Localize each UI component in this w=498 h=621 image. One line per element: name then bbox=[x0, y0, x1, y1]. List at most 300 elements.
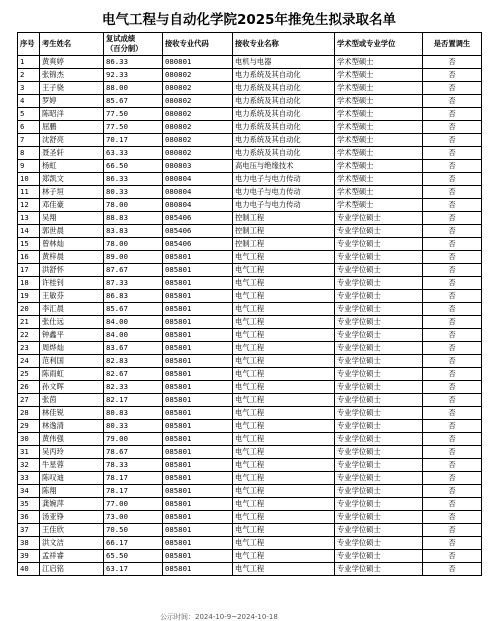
col-header-score bbox=[104, 33, 163, 56]
publicity-period: 公示时间：2024-10-9~2024-10-18 bbox=[160, 613, 278, 621]
cell-name: 钟鑫平 bbox=[40, 329, 104, 342]
cell-index: 26 bbox=[18, 381, 40, 394]
cell-score: 86.33 bbox=[104, 173, 163, 186]
cell-score: 80.33 bbox=[104, 186, 163, 199]
cell-major-name: 电气工程 bbox=[233, 420, 335, 433]
cell-retake: 否 bbox=[423, 134, 482, 147]
cell-degree-type: 学术型硕士 bbox=[335, 186, 423, 199]
cell-name: 张锦杰 bbox=[40, 69, 104, 82]
cell-major-name: 控制工程 bbox=[233, 212, 335, 225]
cell-major-name: 电气工程 bbox=[233, 485, 335, 498]
cell-name: 陈叹迪 bbox=[40, 472, 104, 485]
cell-name: 张茵 bbox=[40, 394, 104, 407]
cell-name: 黄伟强 bbox=[40, 433, 104, 446]
cell-degree-type: 专业学位硕士 bbox=[335, 511, 423, 524]
cell-major-code: 080804 bbox=[163, 186, 233, 199]
cell-index: 13 bbox=[18, 212, 40, 225]
cell-name: 吴丙玲 bbox=[40, 446, 104, 459]
cell-degree-type: 专业学位硕士 bbox=[335, 420, 423, 433]
cell-index: 11 bbox=[18, 186, 40, 199]
cell-index: 34 bbox=[18, 485, 40, 498]
cell-retake: 否 bbox=[423, 498, 482, 511]
table-row bbox=[18, 303, 482, 316]
cell-degree-type: 专业学位硕士 bbox=[335, 524, 423, 537]
cell-name: 林佳锐 bbox=[40, 407, 104, 420]
cell-major-name: 电气工程 bbox=[233, 381, 335, 394]
cell-retake: 否 bbox=[423, 316, 482, 329]
cell-degree-type: 学术型硕士 bbox=[335, 56, 423, 69]
cell-index: 37 bbox=[18, 524, 40, 537]
cell-index: 22 bbox=[18, 329, 40, 342]
cell-major-code: 085801 bbox=[163, 290, 233, 303]
cell-index: 17 bbox=[18, 264, 40, 277]
col-header-name: 考生姓名 bbox=[40, 33, 104, 56]
admission-table bbox=[17, 32, 482, 576]
cell-score: 85.67 bbox=[104, 95, 163, 108]
cell-score: 80.33 bbox=[104, 420, 163, 433]
cell-major-name: 电力系统及其自动化 bbox=[233, 95, 335, 108]
table-row bbox=[18, 329, 482, 342]
table-row bbox=[18, 277, 482, 290]
cell-major-name: 电气工程 bbox=[233, 355, 335, 368]
cell-score: 82.17 bbox=[104, 394, 163, 407]
cell-name: 杨虹 bbox=[40, 160, 104, 173]
cell-score: 70.50 bbox=[104, 524, 163, 537]
cell-major-code: 085801 bbox=[163, 342, 233, 355]
cell-index: 25 bbox=[18, 368, 40, 381]
table-row bbox=[18, 82, 482, 95]
cell-major-code: 080804 bbox=[163, 173, 233, 186]
cell-score: 66.17 bbox=[104, 537, 163, 550]
cell-name: 聂圣轩 bbox=[40, 147, 104, 160]
cell-name: 曾林灿 bbox=[40, 238, 104, 251]
cell-major-code: 080804 bbox=[163, 199, 233, 212]
cell-score: 70.17 bbox=[104, 134, 163, 147]
cell-score: 84.00 bbox=[104, 316, 163, 329]
cell-major-name: 电气工程 bbox=[233, 459, 335, 472]
cell-index: 30 bbox=[18, 433, 40, 446]
cell-major-name: 电气工程 bbox=[233, 290, 335, 303]
cell-degree-type: 专业学位硕士 bbox=[335, 394, 423, 407]
cell-major-code: 085801 bbox=[163, 537, 233, 550]
cell-major-code: 080802 bbox=[163, 95, 233, 108]
score-header-line1: 复试成绩 bbox=[106, 34, 136, 43]
cell-score: 87.33 bbox=[104, 277, 163, 290]
cell-retake: 否 bbox=[423, 381, 482, 394]
cell-score: 85.67 bbox=[104, 303, 163, 316]
cell-degree-type: 专业学位硕士 bbox=[335, 329, 423, 342]
table-row bbox=[18, 69, 482, 82]
cell-degree-type: 学术型硕士 bbox=[335, 82, 423, 95]
cell-major-code: 085801 bbox=[163, 303, 233, 316]
cell-retake: 否 bbox=[423, 433, 482, 446]
cell-index: 4 bbox=[18, 95, 40, 108]
cell-index: 15 bbox=[18, 238, 40, 251]
cell-retake: 否 bbox=[423, 368, 482, 381]
cell-major-code: 085801 bbox=[163, 511, 233, 524]
table-row bbox=[18, 147, 482, 160]
cell-major-name: 电气工程 bbox=[233, 342, 335, 355]
table-row bbox=[18, 407, 482, 420]
cell-degree-type: 专业学位硕士 bbox=[335, 212, 423, 225]
cell-major-name: 电气工程 bbox=[233, 277, 335, 290]
cell-index: 8 bbox=[18, 147, 40, 160]
cell-name: 陈雨虹 bbox=[40, 368, 104, 381]
cell-name: 孟祥睿 bbox=[40, 550, 104, 563]
cell-index: 23 bbox=[18, 342, 40, 355]
cell-major-name: 电力电子与电力传动 bbox=[233, 173, 335, 186]
cell-index: 19 bbox=[18, 290, 40, 303]
cell-retake: 否 bbox=[423, 342, 482, 355]
cell-name: 江启铭 bbox=[40, 563, 104, 576]
cell-degree-type: 专业学位硕士 bbox=[335, 433, 423, 446]
table-row bbox=[18, 251, 482, 264]
cell-score: 79.00 bbox=[104, 433, 163, 446]
cell-major-code: 080802 bbox=[163, 147, 233, 160]
cell-degree-type: 专业学位硕士 bbox=[335, 251, 423, 264]
cell-major-code: 080802 bbox=[163, 82, 233, 95]
table-row bbox=[18, 355, 482, 368]
cell-name: 汤亚铮 bbox=[40, 511, 104, 524]
cell-index: 3 bbox=[18, 82, 40, 95]
table-row bbox=[18, 238, 482, 251]
table-row bbox=[18, 446, 482, 459]
cell-score: 77.50 bbox=[104, 108, 163, 121]
cell-retake: 否 bbox=[423, 173, 482, 186]
col-header-major-name: 接收专业名称 bbox=[233, 33, 335, 56]
cell-name: 王子骁 bbox=[40, 82, 104, 95]
cell-score: 78.33 bbox=[104, 459, 163, 472]
cell-major-name: 电气工程 bbox=[233, 446, 335, 459]
cell-retake: 否 bbox=[423, 108, 482, 121]
cell-major-code: 085801 bbox=[163, 498, 233, 511]
cell-major-code: 085801 bbox=[163, 264, 233, 277]
cell-retake: 否 bbox=[423, 563, 482, 576]
cell-index: 21 bbox=[18, 316, 40, 329]
cell-degree-type: 专业学位硕士 bbox=[335, 303, 423, 316]
cell-major-code: 085801 bbox=[163, 277, 233, 290]
cell-major-code: 080803 bbox=[163, 160, 233, 173]
cell-score: 88.83 bbox=[104, 212, 163, 225]
table-row bbox=[18, 173, 482, 186]
cell-major-name: 电力系统及其自动化 bbox=[233, 134, 335, 147]
cell-score: 77.00 bbox=[104, 498, 163, 511]
table-row bbox=[18, 121, 482, 134]
cell-degree-type: 专业学位硕士 bbox=[335, 498, 423, 511]
table-row bbox=[18, 160, 482, 173]
cell-score: 77.50 bbox=[104, 121, 163, 134]
cell-major-name: 电气工程 bbox=[233, 537, 335, 550]
cell-degree-type: 专业学位硕士 bbox=[335, 472, 423, 485]
cell-index: 20 bbox=[18, 303, 40, 316]
cell-index: 35 bbox=[18, 498, 40, 511]
cell-degree-type: 学术型硕士 bbox=[335, 160, 423, 173]
cell-index: 36 bbox=[18, 511, 40, 524]
cell-degree-type: 专业学位硕士 bbox=[335, 238, 423, 251]
cell-name: 周烨灿 bbox=[40, 342, 104, 355]
table-row bbox=[18, 212, 482, 225]
cell-index: 14 bbox=[18, 225, 40, 238]
cell-name: 黄梓晨 bbox=[40, 251, 104, 264]
cell-degree-type: 专业学位硕士 bbox=[335, 459, 423, 472]
cell-retake: 否 bbox=[423, 524, 482, 537]
cell-degree-type: 专业学位硕士 bbox=[335, 407, 423, 420]
table-row bbox=[18, 264, 482, 277]
cell-name: 林子垣 bbox=[40, 186, 104, 199]
cell-name: 龚婉萍 bbox=[40, 498, 104, 511]
cell-retake: 否 bbox=[423, 420, 482, 433]
cell-major-code: 085801 bbox=[163, 524, 233, 537]
cell-name: 洪文洁 bbox=[40, 537, 104, 550]
table-row bbox=[18, 472, 482, 485]
cell-name: 李汇晨 bbox=[40, 303, 104, 316]
cell-degree-type: 专业学位硕士 bbox=[335, 537, 423, 550]
cell-degree-type: 专业学位硕士 bbox=[335, 342, 423, 355]
cell-score: 86.83 bbox=[104, 290, 163, 303]
cell-major-name: 电气工程 bbox=[233, 264, 335, 277]
cell-score: 88.00 bbox=[104, 82, 163, 95]
cell-major-name: 电机与电器 bbox=[233, 56, 335, 69]
cell-major-code: 085406 bbox=[163, 238, 233, 251]
table-row bbox=[18, 511, 482, 524]
cell-degree-type: 专业学位硕士 bbox=[335, 355, 423, 368]
cell-major-code: 085801 bbox=[163, 381, 233, 394]
table-row bbox=[18, 186, 482, 199]
cell-major-code: 080802 bbox=[163, 121, 233, 134]
cell-index: 12 bbox=[18, 199, 40, 212]
cell-major-code: 080802 bbox=[163, 108, 233, 121]
cell-degree-type: 学术型硕士 bbox=[335, 147, 423, 160]
cell-major-code: 080802 bbox=[163, 134, 233, 147]
cell-degree-type: 专业学位硕士 bbox=[335, 368, 423, 381]
cell-name: 王敏芬 bbox=[40, 290, 104, 303]
cell-index: 27 bbox=[18, 394, 40, 407]
cell-name: 屈鹏 bbox=[40, 121, 104, 134]
cell-retake: 否 bbox=[423, 212, 482, 225]
cell-retake: 否 bbox=[423, 225, 482, 238]
cell-major-name: 电气工程 bbox=[233, 329, 335, 342]
cell-retake: 否 bbox=[423, 95, 482, 108]
cell-major-code: 085801 bbox=[163, 459, 233, 472]
cell-score: 78.17 bbox=[104, 485, 163, 498]
cell-score: 82.33 bbox=[104, 381, 163, 394]
cell-major-name: 电气工程 bbox=[233, 550, 335, 563]
cell-retake: 否 bbox=[423, 407, 482, 420]
cell-major-name: 电力系统及其自动化 bbox=[233, 108, 335, 121]
cell-index: 38 bbox=[18, 537, 40, 550]
cell-major-code: 085801 bbox=[163, 329, 233, 342]
cell-score: 80.83 bbox=[104, 407, 163, 420]
cell-degree-type: 专业学位硕士 bbox=[335, 563, 423, 576]
cell-major-name: 电气工程 bbox=[233, 251, 335, 264]
cell-retake: 否 bbox=[423, 121, 482, 134]
cell-degree-type: 学术型硕士 bbox=[335, 121, 423, 134]
cell-retake: 否 bbox=[423, 511, 482, 524]
cell-retake: 否 bbox=[423, 485, 482, 498]
table-row bbox=[18, 459, 482, 472]
table-row bbox=[18, 199, 482, 212]
cell-name: 罗婷 bbox=[40, 95, 104, 108]
table-row bbox=[18, 485, 482, 498]
cell-index: 2 bbox=[18, 69, 40, 82]
cell-major-code: 085801 bbox=[163, 472, 233, 485]
cell-degree-type: 专业学位硕士 bbox=[335, 550, 423, 563]
cell-major-code: 085801 bbox=[163, 368, 233, 381]
cell-retake: 否 bbox=[423, 550, 482, 563]
cell-major-name: 电气工程 bbox=[233, 368, 335, 381]
cell-index: 29 bbox=[18, 420, 40, 433]
cell-degree-type: 学术型硕士 bbox=[335, 108, 423, 121]
table-row bbox=[18, 368, 482, 381]
cell-score: 78.67 bbox=[104, 446, 163, 459]
table-row bbox=[18, 433, 482, 446]
table-row bbox=[18, 56, 482, 69]
cell-major-name: 电气工程 bbox=[233, 524, 335, 537]
cell-retake: 否 bbox=[423, 394, 482, 407]
cell-score: 92.33 bbox=[104, 69, 163, 82]
cell-index: 31 bbox=[18, 446, 40, 459]
cell-name: 郭世晨 bbox=[40, 225, 104, 238]
cell-name: 许桂钊 bbox=[40, 277, 104, 290]
cell-major-code: 085801 bbox=[163, 394, 233, 407]
cell-major-name: 电气工程 bbox=[233, 303, 335, 316]
cell-index: 7 bbox=[18, 134, 40, 147]
cell-major-name: 电力系统及其自动化 bbox=[233, 147, 335, 160]
cell-index: 28 bbox=[18, 407, 40, 420]
cell-retake: 否 bbox=[423, 82, 482, 95]
col-header-index: 序号 bbox=[18, 33, 40, 56]
table-row bbox=[18, 563, 482, 576]
table-row bbox=[18, 225, 482, 238]
cell-retake: 否 bbox=[423, 69, 482, 82]
cell-major-code: 085801 bbox=[163, 407, 233, 420]
cell-major-name: 高电压与绝缘技术 bbox=[233, 160, 335, 173]
cell-score: 65.50 bbox=[104, 550, 163, 563]
cell-major-code: 085801 bbox=[163, 563, 233, 576]
cell-retake: 否 bbox=[423, 472, 482, 485]
cell-name: 黄爽婷 bbox=[40, 56, 104, 69]
cell-major-code: 085801 bbox=[163, 550, 233, 563]
cell-major-name: 电气工程 bbox=[233, 433, 335, 446]
cell-score: 86.33 bbox=[104, 56, 163, 69]
cell-major-name: 电力系统及其自动化 bbox=[233, 82, 335, 95]
cell-degree-type: 专业学位硕士 bbox=[335, 446, 423, 459]
cell-index: 32 bbox=[18, 459, 40, 472]
cell-retake: 否 bbox=[423, 355, 482, 368]
table-body bbox=[18, 56, 482, 576]
cell-major-code: 085801 bbox=[163, 355, 233, 368]
cell-retake: 否 bbox=[423, 446, 482, 459]
cell-major-code: 085406 bbox=[163, 212, 233, 225]
cell-degree-type: 学术型硕士 bbox=[335, 134, 423, 147]
cell-retake: 否 bbox=[423, 277, 482, 290]
table-row bbox=[18, 342, 482, 355]
col-header-degree-type: 学术型或专业学位 bbox=[335, 33, 423, 56]
cell-score: 66.50 bbox=[104, 160, 163, 173]
score-header-line2: （百分制） bbox=[106, 44, 143, 53]
cell-index: 39 bbox=[18, 550, 40, 563]
table-row bbox=[18, 95, 482, 108]
cell-index: 9 bbox=[18, 160, 40, 173]
cell-index: 6 bbox=[18, 121, 40, 134]
cell-major-code: 085801 bbox=[163, 251, 233, 264]
cell-degree-type: 专业学位硕士 bbox=[335, 381, 423, 394]
cell-name: 陈翔 bbox=[40, 485, 104, 498]
cell-major-name: 控制工程 bbox=[233, 225, 335, 238]
cell-retake: 否 bbox=[423, 459, 482, 472]
cell-score: 83.67 bbox=[104, 342, 163, 355]
cell-score: 78.00 bbox=[104, 238, 163, 251]
page-title: 电气工程与自动化学院2025年推免生拟录取名单 bbox=[101, 12, 397, 28]
cell-name: 邓佳豪 bbox=[40, 199, 104, 212]
cell-major-name: 控制工程 bbox=[233, 238, 335, 251]
cell-degree-type: 专业学位硕士 bbox=[335, 225, 423, 238]
cell-name: 吴翔 bbox=[40, 212, 104, 225]
cell-name: 林逸清 bbox=[40, 420, 104, 433]
cell-score: 82.67 bbox=[104, 368, 163, 381]
cell-major-name: 电气工程 bbox=[233, 472, 335, 485]
cell-major-name: 电力系统及其自动化 bbox=[233, 121, 335, 134]
table-row bbox=[18, 498, 482, 511]
cell-major-code: 085801 bbox=[163, 316, 233, 329]
cell-name: 洪舒怀 bbox=[40, 264, 104, 277]
cell-major-code: 085801 bbox=[163, 446, 233, 459]
cell-major-name: 电力系统及其自动化 bbox=[233, 69, 335, 82]
cell-index: 1 bbox=[18, 56, 40, 69]
table-row bbox=[18, 290, 482, 303]
cell-major-name: 电气工程 bbox=[233, 563, 335, 576]
cell-retake: 否 bbox=[423, 199, 482, 212]
cell-major-code: 085406 bbox=[163, 225, 233, 238]
col-header-retake: 是否置调生 bbox=[423, 33, 482, 56]
cell-retake: 否 bbox=[423, 303, 482, 316]
cell-name: 郑凯文 bbox=[40, 173, 104, 186]
cell-index: 18 bbox=[18, 277, 40, 290]
cell-name: 孙文晖 bbox=[40, 381, 104, 394]
cell-major-name: 电力电子与电力传动 bbox=[233, 199, 335, 212]
cell-major-name: 电力电子与电力传动 bbox=[233, 186, 335, 199]
table-row bbox=[18, 420, 482, 433]
cell-degree-type: 学术型硕士 bbox=[335, 95, 423, 108]
cell-index: 5 bbox=[18, 108, 40, 121]
cell-degree-type: 专业学位硕士 bbox=[335, 264, 423, 277]
table-row bbox=[18, 108, 482, 121]
cell-major-code: 085801 bbox=[163, 420, 233, 433]
cell-retake: 否 bbox=[423, 537, 482, 550]
cell-retake: 否 bbox=[423, 147, 482, 160]
cell-degree-type: 学术型硕士 bbox=[335, 199, 423, 212]
cell-index: 16 bbox=[18, 251, 40, 264]
cell-score: 84.00 bbox=[104, 329, 163, 342]
cell-name: 沈舒亮 bbox=[40, 134, 104, 147]
cell-index: 10 bbox=[18, 173, 40, 186]
cell-index: 24 bbox=[18, 355, 40, 368]
cell-name: 王佳欣 bbox=[40, 524, 104, 537]
cell-score: 82.83 bbox=[104, 355, 163, 368]
col-header-major-code: 接收专业代码 bbox=[163, 33, 233, 56]
cell-score: 73.00 bbox=[104, 511, 163, 524]
cell-name: 牛星蓉 bbox=[40, 459, 104, 472]
table-row bbox=[18, 134, 482, 147]
cell-score: 63.33 bbox=[104, 147, 163, 160]
table-row bbox=[18, 316, 482, 329]
cell-major-name: 电气工程 bbox=[233, 511, 335, 524]
cell-score: 78.17 bbox=[104, 472, 163, 485]
cell-retake: 否 bbox=[423, 238, 482, 251]
cell-major-code: 085801 bbox=[163, 485, 233, 498]
cell-major-code: 080801 bbox=[163, 56, 233, 69]
cell-degree-type: 学术型硕士 bbox=[335, 173, 423, 186]
